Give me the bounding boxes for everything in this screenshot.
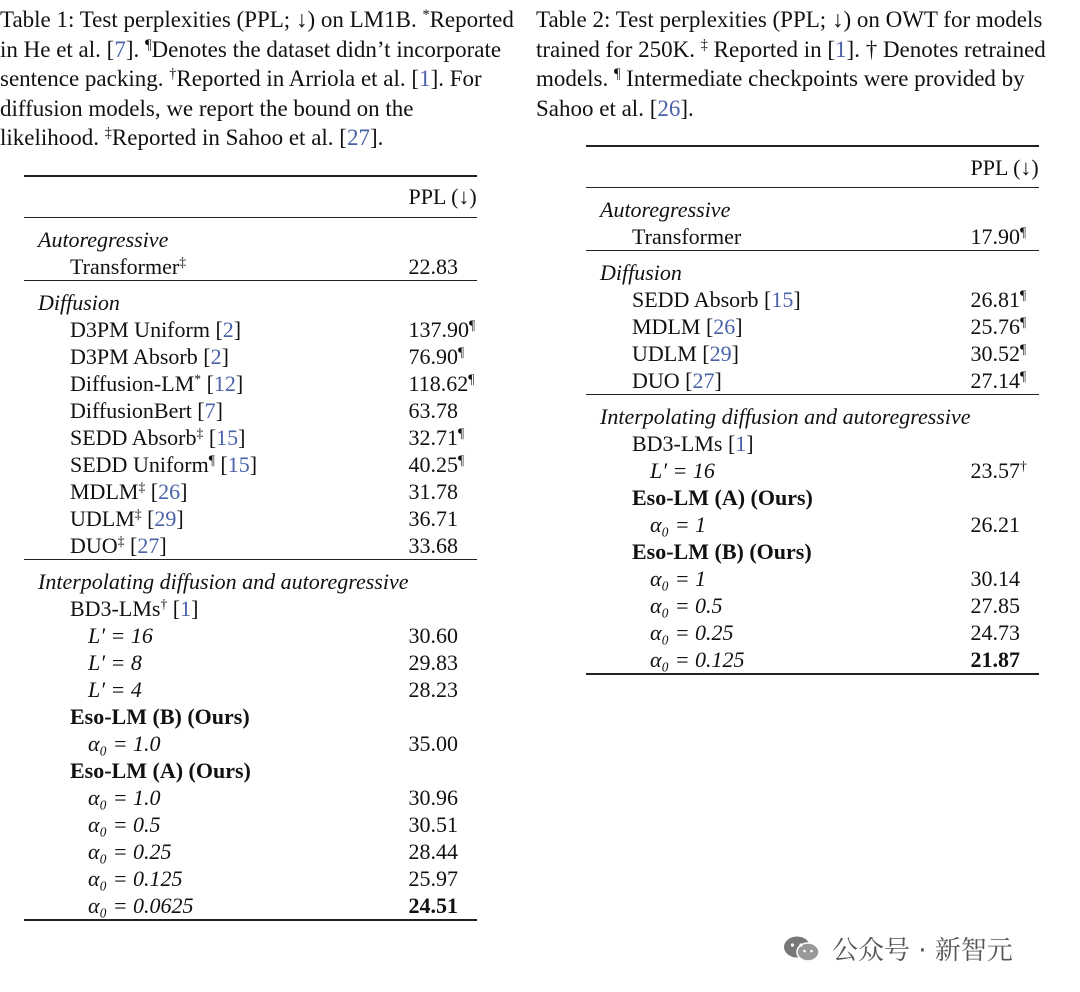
table1-caption: Table 1: Test perplexities (PPL; ↓) on LM1B. *Reported in He et al. [7]. ¶Denotes the dataset didn’t incorporate sentence packing. †Reported in Arriola et al. [1]. For diffusion models, we report the bound on the likelihood. ‡Reported in Sahoo et al. [27]. [0, 7, 514, 150]
table1 [24, 175, 477, 921]
table-row: α₀ = 1 30.14 [650, 566, 1021, 591]
table-row: D3PM Absorb [2] 76.90¶ [70, 343, 465, 369]
table-row: α₀ = 0.0625 24.51 [24, 892, 477, 920]
table-row: DUO [27] 27.14¶ [586, 367, 1039, 395]
table-row: Diffusion-LM* [12] 118.62¶ [70, 370, 475, 396]
table-header-row [24, 176, 477, 218]
citation-link[interactable]: 26 [713, 314, 736, 339]
table2-caption: Table 2: Test perplexities (PPL; ↓) on OWT for models trained for 250K. ‡ Reported in [1]. † Denotes retrained models. ¶ Intermediate checkpoints were provided by Sahoo et al. [26]. [536, 7, 1046, 121]
table-row: SEDD Absorb [15] 26.81¶ [632, 287, 1027, 312]
table-row: α₀ = 0.125 25.97 [88, 865, 459, 891]
table-row: SEDD Absorb‡ [15] 32.71¶ [70, 424, 465, 450]
wechat-icon [782, 934, 822, 964]
citation-link[interactable]: 7 [114, 36, 126, 62]
table-row: L′ = 8 29.83 [88, 649, 459, 675]
table-row: α₀ = 0.5 30.51 [88, 811, 459, 837]
citation-link[interactable]: 1 [735, 431, 747, 456]
citation-link[interactable]: 12 [213, 370, 236, 396]
table-row: α₀ = 1.0 35.00 [88, 730, 459, 756]
table-row: α₀ = 0.25 28.44 [88, 838, 459, 864]
table-row: DUO‡ [27] 33.68 [24, 532, 477, 560]
table-header-row [586, 146, 1039, 188]
table-row: Eso-LM (A) (Ours) [632, 485, 813, 510]
citation-link[interactable]: 2 [210, 343, 222, 369]
citation-link[interactable]: 1 [835, 36, 847, 62]
table-row: α₀ = 0.25 24.73 [650, 620, 1021, 645]
table-row: D3PM Uniform [2] 137.90¶ [70, 316, 476, 342]
table-row: BD3-LMs [1] [632, 431, 754, 456]
citation-link[interactable]: 29 [154, 505, 177, 531]
ppl-header: PPL (↓) [409, 176, 477, 218]
table-row: Eso-LM (B) (Ours) [70, 703, 250, 729]
table-row: α₀ = 0.5 27.85 [650, 593, 1021, 618]
table-row: BD3-LMs† [1] [70, 595, 199, 621]
ppl-header: PPL (↓) [971, 146, 1039, 188]
citation-link[interactable]: 15 [216, 424, 239, 450]
citation-link[interactable]: 15 [771, 287, 794, 312]
best-value: 21.87 [971, 646, 1039, 674]
section-row: Interpolating diffusion and autoregressive [600, 404, 971, 429]
citation-link[interactable]: 26 [657, 95, 681, 121]
citation-link[interactable]: 27 [137, 532, 160, 558]
table-row: L′ = 16 30.60 [88, 622, 459, 648]
watermark [782, 930, 1013, 967]
section-row: Diffusion [38, 289, 120, 315]
table1-column [0, 0, 515, 921]
section-row: Interpolating diffusion and autoregressive [38, 568, 409, 594]
citation-link[interactable]: 27 [692, 368, 715, 393]
table-row: DiffusionBert [7] 63.78 [70, 397, 459, 423]
citation-link[interactable]: 27 [346, 125, 370, 150]
table-row: α₀ = 0.125 21.87 [586, 646, 1039, 674]
citation-link[interactable]: 26 [158, 478, 181, 504]
table-row: L′ = 16 23.57† [650, 458, 1027, 483]
table2 [586, 145, 1039, 675]
section-row: Autoregressive [600, 197, 731, 222]
table-row: SEDD Uniform¶ [15] 40.25¶ [70, 451, 465, 477]
table-row: Transformer 17.90¶ [586, 223, 1039, 251]
table-row: MDLM [26] 25.76¶ [632, 314, 1027, 339]
watermark-text: 公众号 · 新智元 [832, 936, 1013, 966]
table-row: MDLM‡ [26] 31.78 [70, 478, 459, 504]
table-row: α₀ = 1 26.21 [650, 512, 1021, 537]
citation-link[interactable]: 2 [222, 316, 234, 342]
table-row: Eso-LM (B) (Ours) [632, 539, 812, 564]
best-value: 24.51 [409, 892, 477, 920]
citation-link[interactable]: 7 [204, 397, 216, 423]
table-row: Transformer‡ 22.83 [24, 253, 477, 281]
section-row: Diffusion [600, 260, 682, 285]
table-row: α₀ = 1.0 30.96 [88, 784, 459, 810]
citation-link[interactable]: 15 [227, 451, 250, 477]
citation-link[interactable]: 1 [419, 66, 431, 91]
table-row: UDLM [29] 30.52¶ [632, 341, 1027, 366]
section-row: Autoregressive [38, 226, 169, 252]
table-row: UDLM‡ [29] 36.71 [70, 505, 459, 531]
table2-column [536, 0, 1080, 675]
citation-link[interactable]: 1 [180, 595, 192, 621]
citation-link[interactable]: 29 [709, 341, 732, 366]
table-row: Eso-LM (A) (Ours) [70, 757, 251, 783]
table-row: L′ = 4 28.23 [88, 676, 459, 702]
